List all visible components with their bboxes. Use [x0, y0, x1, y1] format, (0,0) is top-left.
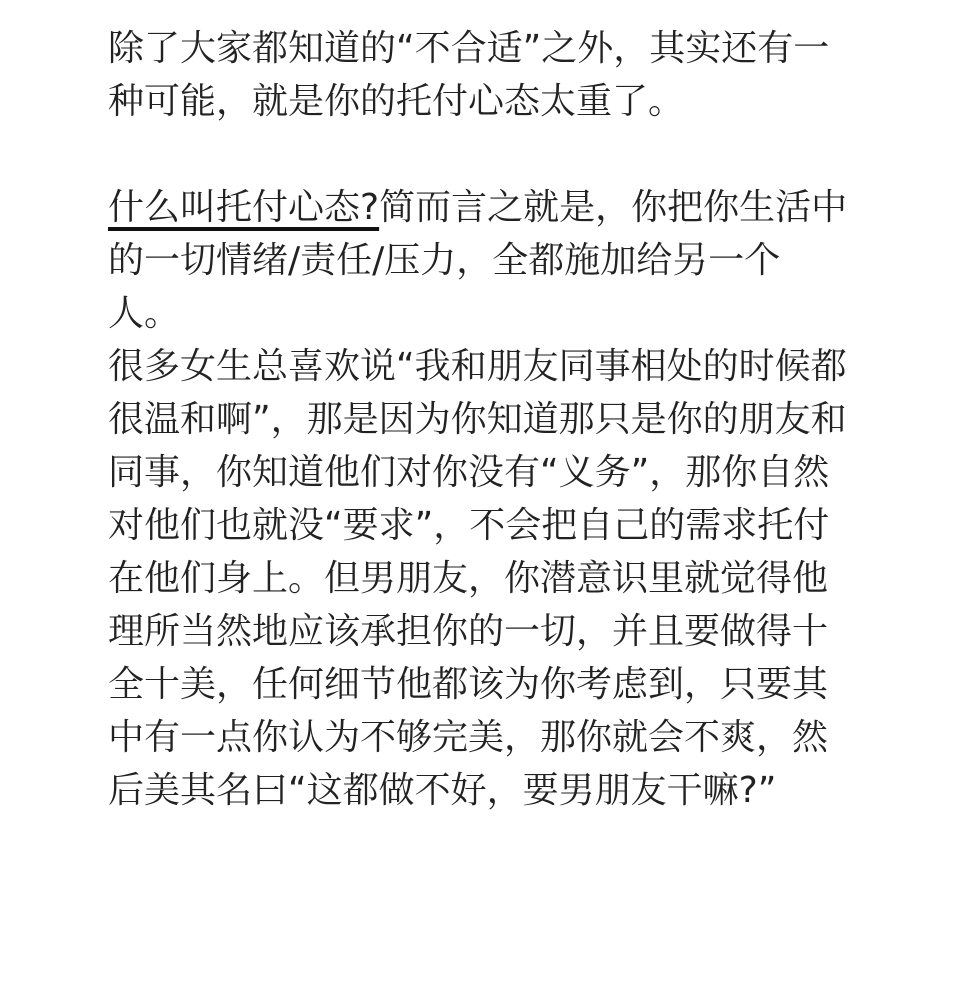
- definition-text: 简而言之就是，你把你生活中: [379, 187, 848, 228]
- text-line: 理所当然地应该承担你的一切，并且要做得十: [108, 611, 829, 652]
- paragraph-explanation: [108, 340, 868, 817]
- text-line: 中有一点你认为不够完美，那你就会不爽，然: [108, 717, 829, 758]
- text-line: 对他们也就没“要求”，不会把自己的需求托付: [108, 505, 830, 546]
- paragraph-definition: [108, 181, 868, 340]
- underlined-question: 什么叫托付心态?: [108, 187, 380, 228]
- text-line: 很多女生总喜欢说“我和朋友同事相处的时候都: [108, 346, 847, 387]
- article-body: [108, 22, 868, 817]
- paragraph-intro: [108, 22, 868, 128]
- text-line: 很温和啊”，那是因为你知道那只是你的朋友和: [108, 399, 847, 440]
- text-line: 人。: [108, 293, 181, 334]
- text-line: 后美其名曰“这都做不好，要男朋友干嘛?”: [108, 770, 777, 811]
- paragraph-spacer: [108, 128, 868, 181]
- text-line: 在他们身上。但男朋友，你潜意识里就觉得他: [108, 558, 829, 599]
- text-line: 除了大家都知道的“不合适”之外，其实还有一: [108, 28, 830, 69]
- text-line: 全十美，任何细节他都该为你考虑到，只要其: [108, 664, 829, 705]
- text-line: 的一切情绪/责任/压力，全都施加给另一个: [108, 240, 781, 281]
- text-line: 同事，你知道他们对你没有“义务”，那你自然: [108, 452, 830, 493]
- text-line: 种可能，就是你的托付心态太重了。: [108, 81, 685, 122]
- text-line: [108, 181, 868, 234]
